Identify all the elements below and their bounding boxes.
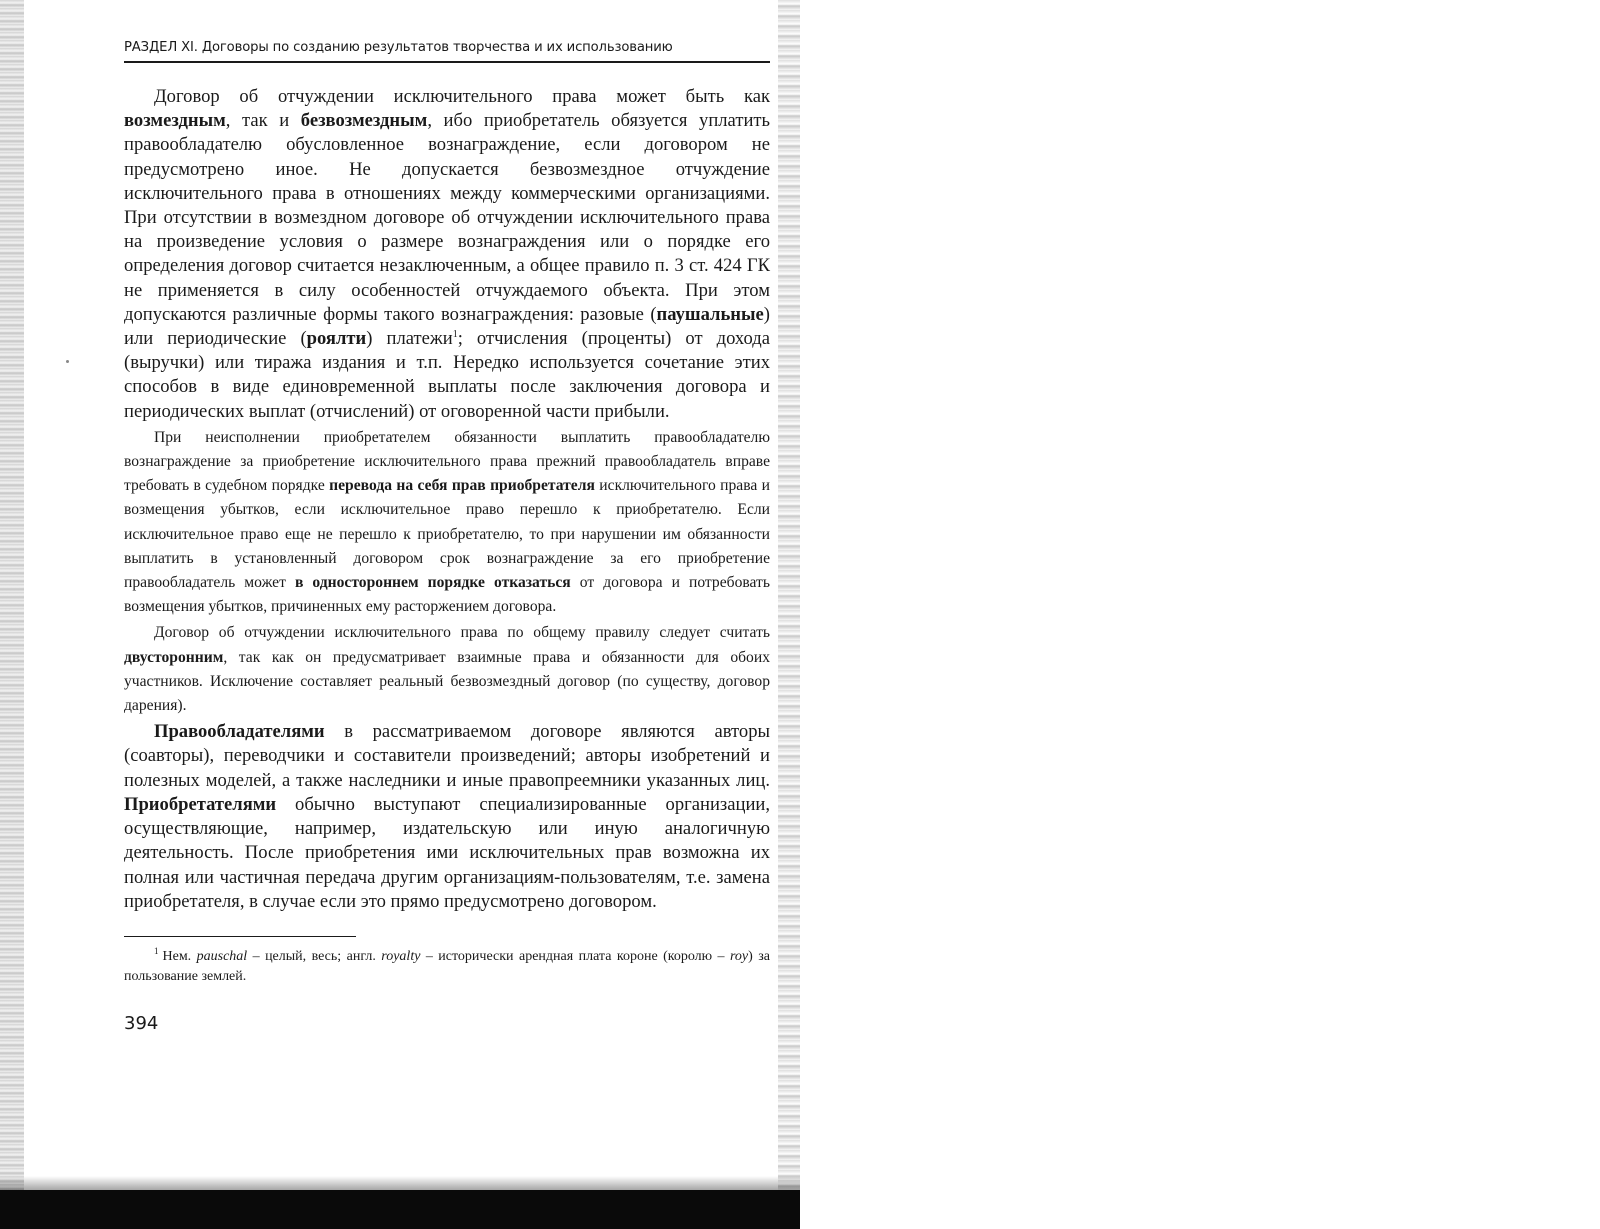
text-run: ; отчисления (проценты) от дохода (выручки) или тиража издания и т.п. Нередко используется сочетание этих способов в виде единовременной выплаты после заключения договора и периодических выплат (отчислений) от оговоренной части прибыли. — [124, 328, 770, 422]
text-run: , ибо приобретатель обязуется уплатить правообладателю обусловленное вознаграждение, если договором не предусмотрено иное. Не допускается безвозмездное отчуждение исключительного права в отношениях между коммерческими организациями. При отсутствии в возмездном договоре об отчуждении исключительного права на произведение условия о размере вознаграждения или о порядке его определения договор считается незаключенным, а общее правило п. 3 ст. 424 ГК не применяется в силу особенностей отчуждаемого объекта. При этом допускаются различные формы такого вознаграждения: разовые ( — [124, 110, 771, 325]
text-run: – исторически арендная плата короне (королю – — [420, 948, 730, 964]
footnote — [124, 947, 770, 987]
paragraph-1 — [124, 85, 770, 424]
italic-term: royalty — [381, 948, 421, 964]
bold-term: перевода на себя прав приобретателя — [329, 477, 595, 495]
bold-term: двусторонним — [124, 648, 224, 666]
footnote-mark: 1 — [154, 946, 159, 957]
text-run: – целый, весь; англ. — [247, 948, 382, 964]
bold-term: в одностороннем порядке отказаться — [294, 574, 571, 592]
text-run: Договор об отчуждении исключительного права по общему правилу следует считать — [154, 624, 770, 642]
footnote-divider — [124, 936, 356, 937]
text-run: При неисполнении приобретателем обязанности выплатить правообладателю вознаграждение за приобретение исключительного права прежний правообладатель вправе требовать в судебном порядке — [124, 428, 770, 495]
text-run: ) за пользование землей. — [124, 948, 770, 984]
page-number: 394 — [124, 1012, 159, 1034]
scan-left-edge — [0, 0, 24, 1229]
bold-term: Правообладателями — [154, 721, 325, 743]
scan-dust-mark — [66, 360, 69, 363]
bold-term: паушальные — [656, 303, 764, 325]
paragraph-3 — [124, 621, 770, 718]
text-run: от договора и потребовать возмещения убытков, причиненных ему расторжением договора. — [124, 574, 770, 616]
text-run: исключительного права и возмещения убытков, если исключительное право перешло к приобретателю. Если исключительное право еще не перешло к приобретателю, то при нарушении им обязанности выплатить в установленный договором срок вознаграждение за его приобретение правообладатель может — [124, 477, 771, 592]
binding-edge — [778, 0, 800, 1229]
paragraph-2 — [124, 426, 770, 620]
text-run: обычно выступают специализированные организации, осуществляющие, например, издательскую или иную аналогичную деятельность. После приобретения ими исключительных прав возможна их полная или частичная передача другим организациям-пользователям, т.е. замена приобретателя, в случае если это прямо предусмотрено договором. — [124, 793, 770, 912]
text-run: ) платежи — [366, 328, 453, 350]
bold-term: Приобретателями — [124, 793, 277, 815]
italic-term: pauschal — [196, 948, 248, 964]
text-run: в рассматриваемом договоре являются авторы (соавторы), переводчики и составители произведений; авторы изобретений и полезных моделей, а также наследники и иные правопреемники указанных лиц. — [124, 721, 770, 791]
text-run: Нем. — [162, 948, 197, 964]
italic-term: roy — [730, 948, 749, 964]
running-header: РАЗДЕЛ XI. Договоры по созданию результатов творчества и их использованию — [124, 40, 770, 63]
scan-bottom-shadow — [0, 1190, 800, 1229]
body-text — [124, 85, 770, 914]
footnote-reference: 1 — [452, 328, 458, 340]
text-run: ) или периодические ( — [124, 303, 770, 350]
text-run: , так как он предусматривает взаимные права и обязанности для обоих участников. Исключение составляет реальный безвозмездный договор (по существу, договор дарения). — [124, 648, 770, 715]
text-run: Договор об отчуждении исключительного права может быть как — [154, 86, 770, 107]
bold-term: возмездным — [124, 110, 226, 132]
bold-term: роялти — [306, 328, 367, 350]
paragraph-4 — [124, 720, 770, 914]
text-run: , так и — [225, 110, 301, 132]
book-page — [124, 40, 770, 1034]
bold-term: безвозмездным — [300, 110, 428, 132]
